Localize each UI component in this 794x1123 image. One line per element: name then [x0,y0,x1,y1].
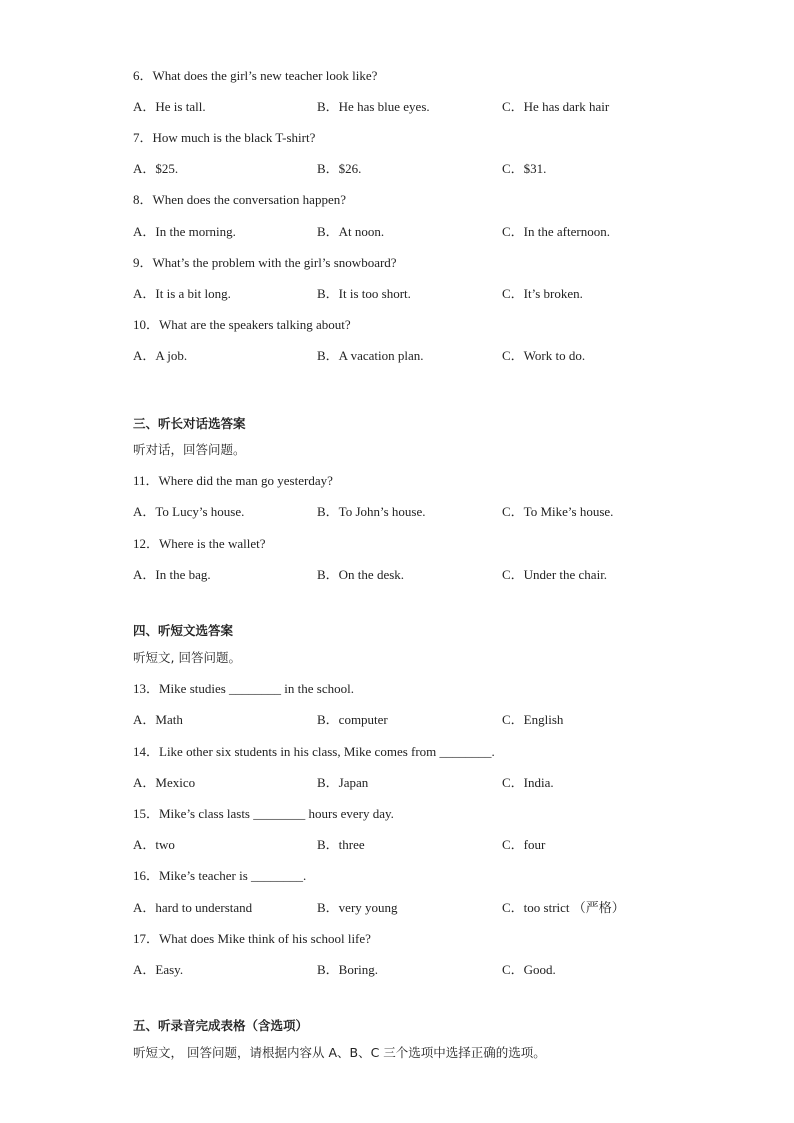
option-b: B．It is too short. [317,286,411,301]
option-b: B．Japan [317,775,369,790]
option-a: A．Easy. [133,962,184,977]
question-8-stem: 8．When does the conversation happen? [133,192,346,207]
option-b: B．very young [317,900,398,915]
option-c: C．He has dark hair [502,99,610,114]
option-a: A．A job. [133,348,188,363]
question-14-options [133,775,733,791]
option-c: C．India. [502,775,554,790]
option-a: A．He is tall. [133,99,206,114]
option-b: B．At noon. [317,224,385,239]
question-12-options [133,567,733,583]
option-a: A．To Lucy’s house. [133,504,245,519]
section-5-instruction: 听短文， 回答问题，请根据内容从 A、B、C 三个选项中选择正确的选项。 [133,1045,546,1060]
section-3-title: 三、听长对话选答案 [133,416,246,431]
option-c: C．It’s broken. [502,286,583,301]
option-b: B．$26. [317,161,362,176]
question-12-stem: 12．Where is the wallet? [133,536,266,551]
option-c: C．Good. [502,962,556,977]
option-c: C．Under the chair. [502,567,608,582]
question-16-options [133,900,733,916]
question-13-stem: 13．Mike studies ________ in the school. [133,681,354,696]
section-4-title: 四、听短文选答案 [133,623,234,638]
question-13-options [133,712,733,728]
question-7-stem: 7．How much is the black T-shirt? [133,130,316,145]
option-a: A．Mexico [133,775,196,790]
section-4-instruction: 听短文, 回答问题。 [133,650,241,665]
option-c: C．English [502,712,564,727]
option-b: B．computer [317,712,388,727]
question-15-options [133,837,733,853]
option-b: B．He has blue eyes. [317,99,430,114]
question-8-options [133,224,733,240]
option-b: B．To John’s house. [317,504,426,519]
question-11-stem: 11．Where did the man go yesterday? [133,473,333,488]
option-c: C．In the afternoon. [502,224,610,239]
question-6-stem: 6．What does the girl’s new teacher look like? [133,68,378,83]
option-a: A．two [133,837,175,852]
question-10-options [133,348,733,364]
question-11-options [133,504,733,520]
option-a: A．In the bag. [133,567,211,582]
option-b: B．A vacation plan. [317,348,424,363]
question-14-stem: 14．Like other six students in his class, Mike comes from ________. [133,744,495,759]
option-c: C．four [502,837,546,852]
question-7-options [133,161,733,177]
question-17-stem: 17．What does Mike think of his school life? [133,931,371,946]
option-a: A．Math [133,712,183,727]
option-b: B．On the desk. [317,567,405,582]
option-a: A．In the morning. [133,224,236,239]
option-b: B．three [317,837,365,852]
question-10-stem: 10．What are the speakers talking about? [133,317,351,332]
option-c: C．too strict （严格） [502,900,625,915]
option-a: A．$25. [133,161,179,176]
option-a: A．It is a bit long. [133,286,231,301]
section-5-title: 五、听录音完成表格（含选项） [133,1018,309,1033]
question-9-stem: 9．What’s the problem with the girl’s snowboard? [133,255,397,270]
section-3-instruction: 听对话，回答问题。 [133,442,246,457]
option-a: A．hard to understand [133,900,253,915]
question-9-options [133,286,733,302]
question-16-stem: 16．Mike’s teacher is ________. [133,868,307,883]
option-c: C．$31. [502,161,547,176]
option-c: C．Work to do. [502,348,586,363]
option-b: B．Boring. [317,962,379,977]
question-17-options [133,962,733,978]
option-c: C．To Mike’s house. [502,504,614,519]
question-6-options [133,99,733,115]
question-15-stem: 15．Mike’s class lasts ________ hours every day. [133,806,394,821]
